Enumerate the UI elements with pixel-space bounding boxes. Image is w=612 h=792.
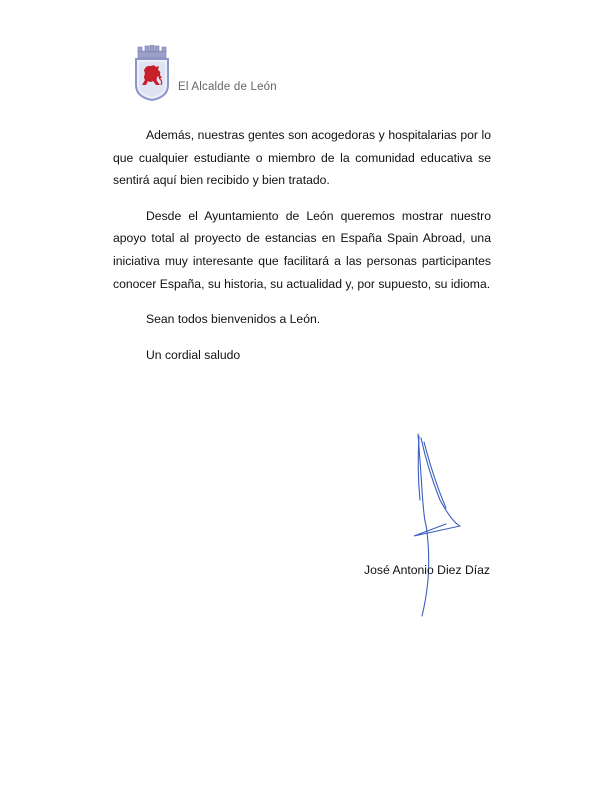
lion-crest-icon: [132, 45, 172, 101]
paragraph-hospitality: Además, nuestras gentes son acogedoras y hospitalarias por lo que cualquier estudiante o miembro de la comunidad educativa se sentirá aquí bien recibido y bien tratado.: [113, 128, 491, 188]
handwritten-signature: [400, 430, 470, 620]
letterhead: [132, 45, 332, 105]
signer-name: José Antonio Diez Díaz: [364, 563, 491, 577]
paragraph-welcome: Sean todos bienvenidos a León.: [146, 312, 321, 327]
letter-body: [113, 124, 491, 379]
paragraph-support: Desde el Ayuntamiento de León queremos mostrar nuestro apoyo total al proyecto de estancias en España Spain Abroad, una iniciativa muy interesante que facilitará a las personas participantes conocer España, su historia, su actualidad y, por supuesto, su idioma.: [113, 208, 491, 291]
office-title: El Alcalde de León: [178, 81, 277, 93]
paragraph-closing: Un cordial saludo: [146, 347, 241, 362]
